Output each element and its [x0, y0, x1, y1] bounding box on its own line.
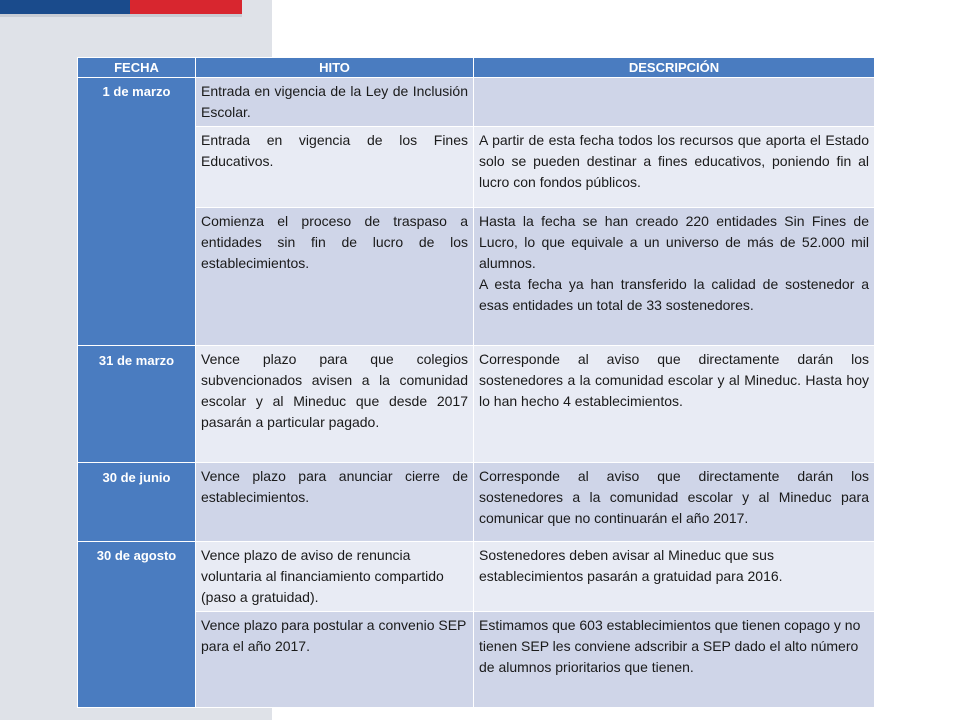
- header-hito: HITO: [196, 58, 474, 78]
- hito-cell: Entrada en vigencia de la Ley de Inclusión Escolar.: [196, 78, 474, 127]
- date-cell: 30 de junio: [78, 463, 196, 542]
- descripcion-cell: [474, 208, 875, 346]
- table-row: [78, 78, 875, 127]
- date-cell: 30 de agosto: [78, 542, 196, 708]
- descripcion-cell: Corresponde al aviso que directamente darán los sostenedores a la comunidad escolar y al Mineduc para comunicar que no continuarán el año 2017.: [474, 463, 875, 542]
- hito-cell: Vence plazo para anunciar cierre de establecimientos.: [196, 463, 474, 542]
- descripcion-cell: Estimamos que 603 establecimientos que tienen copago y no tienen SEP les conviene adscribir a SEP dado el alto número de alumnos prioritarios que tienen.: [474, 612, 875, 708]
- hito-cell: Comienza el proceso de traspaso a entidades sin fin de lucro de los establecimientos.: [196, 208, 474, 346]
- descripcion-cell: Corresponde al aviso que directamente darán los sostenedores a la comunidad escolar y al Mineduc. Hasta hoy lo han hecho 4 establecimientos.: [474, 346, 875, 463]
- table-row: [78, 346, 875, 463]
- schedule-table: [77, 57, 875, 708]
- date-cell: 1 de marzo: [78, 78, 196, 346]
- table-row: [78, 463, 875, 542]
- hito-cell: Entrada en vigencia de los Fines Educativos.: [196, 127, 474, 208]
- descripcion-paragraph: Hasta la fecha se han creado 220 entidades Sin Fines de Lucro, lo que equivale a un universo de más de 52.000 mil alumnos.: [479, 213, 869, 271]
- descripcion-paragraph: A esta fecha ya han transferido la calidad de sostenedor a esas entidades un total de 33 sostenedores.: [479, 276, 869, 313]
- flag-underline: [0, 14, 242, 17]
- hito-cell: Vence plazo para que colegios subvencionados avisen a la comunidad escolar y al Mineduc que desde 2017 pasarán a particular pagado.: [196, 346, 474, 463]
- hito-cell: Vence plazo de aviso de renuncia voluntaria al financiamiento compartido (paso a gratuidad).: [196, 542, 474, 612]
- table-row: [78, 542, 875, 612]
- table-row: [78, 612, 875, 708]
- descripcion-cell: Sostenedores deben avisar al Mineduc que sus establecimientos pasarán a gratuidad para 2016.: [474, 542, 875, 612]
- date-cell: 31 de marzo: [78, 346, 196, 463]
- flag-stripe-blue: [0, 0, 130, 14]
- header-descripcion: DESCRIPCIÓN: [474, 58, 875, 78]
- table-row: [78, 208, 875, 346]
- hito-cell: Vence plazo para postular a convenio SEP para el año 2017.: [196, 612, 474, 708]
- table-header-row: [78, 58, 875, 78]
- header-fecha: FECHA: [78, 58, 196, 78]
- flag-stripe-red: [130, 0, 242, 14]
- descripcion-cell: [474, 78, 875, 127]
- descripcion-cell: A partir de esta fecha todos los recursos que aporta el Estado solo se pueden destinar a fines educativos, poniendo fin al lucro con fondos públicos.: [474, 127, 875, 208]
- table-row: [78, 127, 875, 208]
